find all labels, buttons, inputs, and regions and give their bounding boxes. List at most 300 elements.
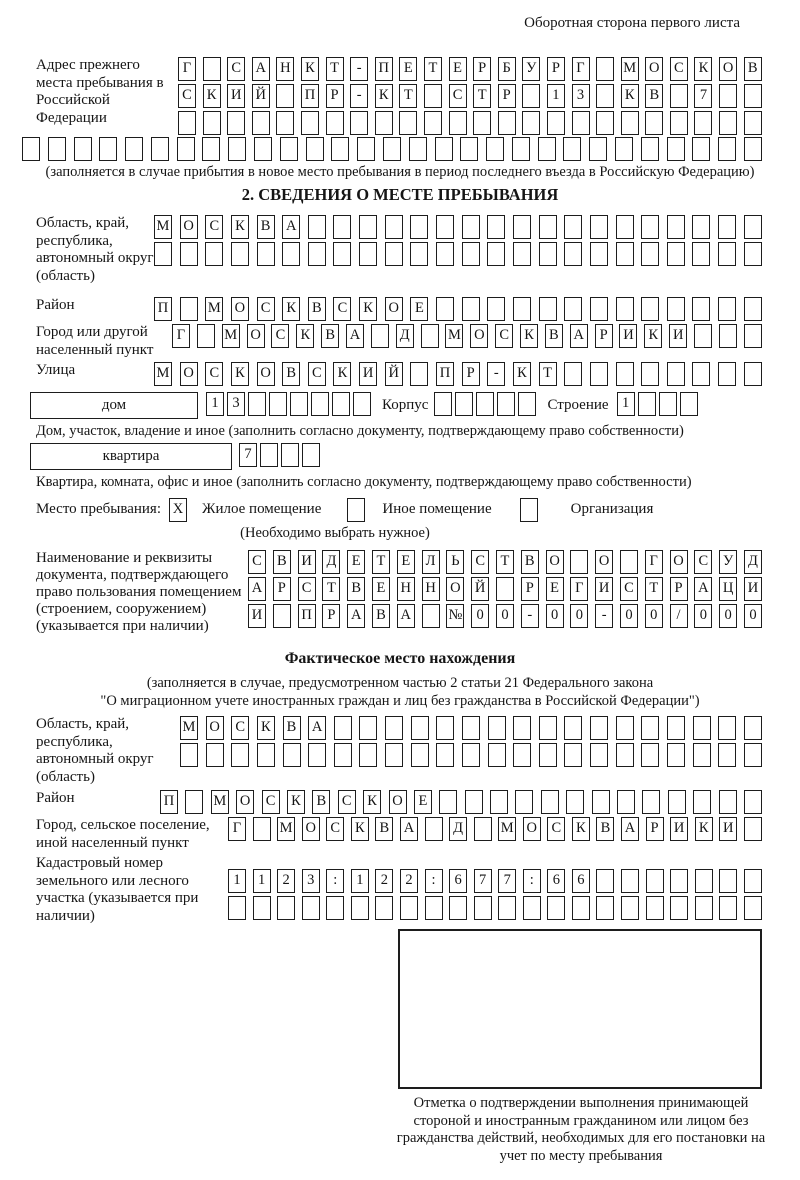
- char-cell[interactable]: К: [287, 790, 305, 814]
- char-cell[interactable]: [744, 817, 762, 841]
- char-cell[interactable]: [692, 215, 710, 239]
- char-cell[interactable]: 1: [547, 84, 565, 108]
- char-cell[interactable]: Р: [462, 362, 480, 386]
- char-cell[interactable]: [744, 84, 762, 108]
- char-cell[interactable]: В: [308, 297, 326, 321]
- char-cell[interactable]: О: [231, 297, 249, 321]
- char-cell[interactable]: [334, 743, 352, 767]
- char-cell[interactable]: К: [351, 817, 369, 841]
- char-cell[interactable]: А: [400, 817, 418, 841]
- char-cell[interactable]: С: [257, 297, 275, 321]
- char-cell[interactable]: В: [521, 550, 539, 574]
- char-cell[interactable]: [385, 242, 403, 266]
- char-cell[interactable]: 2: [400, 869, 418, 893]
- char-cell[interactable]: [231, 743, 249, 767]
- char-cell[interactable]: [410, 242, 428, 266]
- char-cell[interactable]: [436, 716, 454, 740]
- char-cell[interactable]: [424, 111, 442, 135]
- char-cell[interactable]: [359, 215, 377, 239]
- char-cell[interactable]: Н: [276, 57, 294, 81]
- char-cell[interactable]: И: [359, 362, 377, 386]
- char-cell[interactable]: К: [694, 57, 712, 81]
- char-cell[interactable]: Н: [397, 577, 415, 601]
- char-cell[interactable]: [409, 137, 427, 161]
- char-cell[interactable]: [462, 242, 480, 266]
- char-cell[interactable]: Т: [372, 550, 390, 574]
- char-cell[interactable]: [74, 137, 92, 161]
- char-cell[interactable]: С: [231, 716, 249, 740]
- char-cell[interactable]: [326, 111, 344, 135]
- char-cell[interactable]: [564, 215, 582, 239]
- char-cell[interactable]: 6: [572, 869, 590, 893]
- char-cell[interactable]: [252, 111, 270, 135]
- char-cell[interactable]: [283, 743, 301, 767]
- char-cell[interactable]: [513, 215, 531, 239]
- char-cell[interactable]: [487, 215, 505, 239]
- char-cell[interactable]: [326, 896, 344, 920]
- char-cell[interactable]: М: [277, 817, 295, 841]
- char-cell[interactable]: [694, 324, 712, 348]
- char-cell[interactable]: /: [670, 604, 688, 628]
- char-cell[interactable]: [410, 362, 428, 386]
- char-cell[interactable]: И: [227, 84, 245, 108]
- char-cell[interactable]: [719, 324, 737, 348]
- char-cell[interactable]: [476, 392, 494, 416]
- char-cell[interactable]: [719, 869, 737, 893]
- char-cell[interactable]: [692, 242, 710, 266]
- char-cell[interactable]: С: [338, 790, 356, 814]
- char-cell[interactable]: [641, 215, 659, 239]
- char-cell[interactable]: [667, 242, 685, 266]
- char-cell[interactable]: К: [282, 297, 300, 321]
- char-cell[interactable]: К: [301, 57, 319, 81]
- char-cell[interactable]: К: [572, 817, 590, 841]
- char-cell[interactable]: [350, 111, 368, 135]
- char-cell[interactable]: [253, 817, 271, 841]
- checkbox-organization[interactable]: [520, 498, 538, 522]
- char-cell[interactable]: Р: [521, 577, 539, 601]
- char-cell[interactable]: [385, 215, 403, 239]
- char-cell[interactable]: [410, 215, 428, 239]
- char-cell[interactable]: И: [298, 550, 316, 574]
- char-cell[interactable]: А: [346, 324, 364, 348]
- char-cell[interactable]: П: [301, 84, 319, 108]
- char-cell[interactable]: [596, 84, 614, 108]
- char-cell[interactable]: В: [545, 324, 563, 348]
- char-cell[interactable]: И: [744, 577, 762, 601]
- char-cell[interactable]: [399, 111, 417, 135]
- char-cell[interactable]: [621, 896, 639, 920]
- char-cell[interactable]: [436, 242, 454, 266]
- char-cell[interactable]: Т: [645, 577, 663, 601]
- char-cell[interactable]: [590, 743, 608, 767]
- char-cell[interactable]: [659, 392, 677, 416]
- char-cell[interactable]: [589, 137, 607, 161]
- char-cell[interactable]: [474, 817, 492, 841]
- char-cell[interactable]: [718, 716, 736, 740]
- char-cell[interactable]: [744, 362, 762, 386]
- char-cell[interactable]: М: [211, 790, 229, 814]
- char-cell[interactable]: -: [350, 84, 368, 108]
- char-cell[interactable]: 0: [471, 604, 489, 628]
- char-cell[interactable]: [668, 790, 686, 814]
- char-cell[interactable]: [460, 137, 478, 161]
- char-cell[interactable]: В: [282, 362, 300, 386]
- char-cell[interactable]: П: [160, 790, 178, 814]
- char-cell[interactable]: [383, 137, 401, 161]
- char-cell[interactable]: [518, 392, 536, 416]
- char-cell[interactable]: В: [283, 716, 301, 740]
- char-cell[interactable]: [333, 242, 351, 266]
- char-cell[interactable]: [692, 297, 710, 321]
- char-cell[interactable]: [253, 896, 271, 920]
- char-cell[interactable]: №: [446, 604, 464, 628]
- char-cell[interactable]: М: [205, 297, 223, 321]
- char-cell[interactable]: [228, 137, 246, 161]
- char-cell[interactable]: [616, 362, 634, 386]
- char-cell[interactable]: [197, 324, 215, 348]
- char-cell[interactable]: [302, 443, 320, 467]
- char-cell[interactable]: [357, 137, 375, 161]
- char-cell[interactable]: [539, 716, 557, 740]
- char-cell[interactable]: [744, 324, 762, 348]
- char-cell[interactable]: [695, 869, 713, 893]
- char-cell[interactable]: [680, 392, 698, 416]
- char-cell[interactable]: [616, 743, 634, 767]
- char-cell[interactable]: [667, 137, 685, 161]
- char-cell[interactable]: С: [248, 550, 266, 574]
- char-cell[interactable]: [385, 743, 403, 767]
- char-cell[interactable]: [280, 137, 298, 161]
- char-cell[interactable]: 3: [572, 84, 590, 108]
- char-cell[interactable]: В: [645, 84, 663, 108]
- char-cell[interactable]: [615, 137, 633, 161]
- char-cell[interactable]: [308, 215, 326, 239]
- char-cell[interactable]: А: [694, 577, 712, 601]
- char-cell[interactable]: [539, 743, 557, 767]
- char-cell[interactable]: А: [397, 604, 415, 628]
- char-cell[interactable]: [616, 297, 634, 321]
- char-cell[interactable]: 7: [239, 443, 257, 467]
- char-cell[interactable]: Д: [396, 324, 414, 348]
- char-cell[interactable]: :: [523, 869, 541, 893]
- char-cell[interactable]: [359, 242, 377, 266]
- char-cell[interactable]: Е: [397, 550, 415, 574]
- char-cell[interactable]: К: [520, 324, 538, 348]
- char-cell[interactable]: О: [523, 817, 541, 841]
- char-cell[interactable]: [99, 137, 117, 161]
- char-cell[interactable]: [359, 743, 377, 767]
- char-cell[interactable]: [590, 362, 608, 386]
- char-cell[interactable]: [719, 790, 737, 814]
- char-cell[interactable]: [308, 242, 326, 266]
- char-cell[interactable]: [203, 111, 221, 135]
- char-cell[interactable]: [564, 362, 582, 386]
- char-cell[interactable]: [564, 297, 582, 321]
- char-cell[interactable]: Е: [399, 57, 417, 81]
- char-cell[interactable]: Р: [595, 324, 613, 348]
- char-cell[interactable]: [744, 790, 762, 814]
- char-cell[interactable]: [564, 716, 582, 740]
- char-cell[interactable]: [566, 790, 584, 814]
- checkbox-residential[interactable]: X: [169, 498, 187, 522]
- char-cell[interactable]: [616, 215, 634, 239]
- char-cell[interactable]: 7: [498, 869, 516, 893]
- char-cell[interactable]: [596, 57, 614, 81]
- char-cell[interactable]: [538, 137, 556, 161]
- char-cell[interactable]: [590, 242, 608, 266]
- char-cell[interactable]: В: [321, 324, 339, 348]
- char-cell[interactable]: [490, 790, 508, 814]
- char-cell[interactable]: [371, 324, 389, 348]
- char-cell[interactable]: [693, 790, 711, 814]
- char-cell[interactable]: О: [670, 550, 688, 574]
- char-cell[interactable]: [351, 896, 369, 920]
- char-cell[interactable]: [202, 137, 220, 161]
- char-cell[interactable]: Р: [646, 817, 664, 841]
- char-cell[interactable]: Г: [178, 57, 196, 81]
- char-cell[interactable]: О: [180, 215, 198, 239]
- checkbox-other-premises[interactable]: [347, 498, 365, 522]
- char-cell[interactable]: П: [375, 57, 393, 81]
- char-cell[interactable]: М: [621, 57, 639, 81]
- char-cell[interactable]: [718, 743, 736, 767]
- char-cell[interactable]: И: [248, 604, 266, 628]
- char-cell[interactable]: [523, 896, 541, 920]
- char-cell[interactable]: [572, 111, 590, 135]
- char-cell[interactable]: Т: [326, 57, 344, 81]
- char-cell[interactable]: [276, 111, 294, 135]
- char-cell[interactable]: 3: [302, 869, 320, 893]
- char-cell[interactable]: И: [669, 324, 687, 348]
- char-cell[interactable]: [539, 242, 557, 266]
- char-cell[interactable]: Л: [422, 550, 440, 574]
- char-cell[interactable]: Р: [547, 57, 565, 81]
- char-cell[interactable]: [411, 716, 429, 740]
- char-cell[interactable]: С: [471, 550, 489, 574]
- char-cell[interactable]: С: [271, 324, 289, 348]
- char-cell[interactable]: Е: [410, 297, 428, 321]
- char-cell[interactable]: О: [257, 362, 275, 386]
- char-cell[interactable]: Р: [322, 604, 340, 628]
- char-cell[interactable]: [617, 790, 635, 814]
- confirmation-mark-box[interactable]: [398, 929, 762, 1089]
- char-cell[interactable]: Б: [498, 57, 516, 81]
- char-cell[interactable]: С: [449, 84, 467, 108]
- char-cell[interactable]: [564, 743, 582, 767]
- char-cell[interactable]: [497, 392, 515, 416]
- char-cell[interactable]: [332, 392, 350, 416]
- char-cell[interactable]: [590, 716, 608, 740]
- char-cell[interactable]: О: [389, 790, 407, 814]
- char-cell[interactable]: О: [385, 297, 403, 321]
- char-cell[interactable]: [616, 242, 634, 266]
- char-cell[interactable]: [206, 743, 224, 767]
- char-cell[interactable]: [205, 242, 223, 266]
- char-cell[interactable]: В: [273, 550, 291, 574]
- char-cell[interactable]: [498, 896, 516, 920]
- char-cell[interactable]: [276, 84, 294, 108]
- char-cell[interactable]: С: [227, 57, 245, 81]
- char-cell[interactable]: [547, 896, 565, 920]
- char-cell[interactable]: В: [312, 790, 330, 814]
- char-cell[interactable]: [281, 443, 299, 467]
- char-cell[interactable]: [228, 896, 246, 920]
- char-cell[interactable]: [744, 215, 762, 239]
- char-cell[interactable]: [590, 215, 608, 239]
- char-cell[interactable]: К: [513, 362, 531, 386]
- char-cell[interactable]: М: [154, 362, 172, 386]
- char-cell[interactable]: Е: [449, 57, 467, 81]
- char-cell[interactable]: [641, 362, 659, 386]
- char-cell[interactable]: 0: [645, 604, 663, 628]
- char-cell[interactable]: [667, 362, 685, 386]
- char-cell[interactable]: 1: [617, 392, 635, 416]
- char-cell[interactable]: Г: [570, 577, 588, 601]
- char-cell[interactable]: [693, 743, 711, 767]
- char-cell[interactable]: [154, 242, 172, 266]
- char-cell[interactable]: [667, 297, 685, 321]
- char-cell[interactable]: 1: [351, 869, 369, 893]
- char-cell[interactable]: [692, 362, 710, 386]
- char-cell[interactable]: [434, 392, 452, 416]
- char-cell[interactable]: К: [695, 817, 713, 841]
- char-cell[interactable]: [488, 716, 506, 740]
- char-cell[interactable]: [273, 604, 291, 628]
- char-cell[interactable]: Д: [744, 550, 762, 574]
- char-cell[interactable]: [203, 57, 221, 81]
- char-cell[interactable]: М: [445, 324, 463, 348]
- char-cell[interactable]: [257, 743, 275, 767]
- char-cell[interactable]: [375, 111, 393, 135]
- char-cell[interactable]: [667, 743, 685, 767]
- char-cell[interactable]: [48, 137, 66, 161]
- char-cell[interactable]: Г: [572, 57, 590, 81]
- char-cell[interactable]: Д: [449, 817, 467, 841]
- char-cell[interactable]: [282, 242, 300, 266]
- char-cell[interactable]: [436, 215, 454, 239]
- char-cell[interactable]: [718, 362, 736, 386]
- char-cell[interactable]: [667, 716, 685, 740]
- char-cell[interactable]: [269, 392, 287, 416]
- char-cell[interactable]: [302, 896, 320, 920]
- char-cell[interactable]: [178, 111, 196, 135]
- char-cell[interactable]: С: [620, 577, 638, 601]
- char-cell[interactable]: [411, 743, 429, 767]
- char-cell[interactable]: [638, 392, 656, 416]
- char-cell[interactable]: [125, 137, 143, 161]
- char-cell[interactable]: 6: [449, 869, 467, 893]
- char-cell[interactable]: 1: [228, 869, 246, 893]
- char-cell[interactable]: В: [744, 57, 762, 81]
- char-cell[interactable]: [522, 111, 540, 135]
- char-cell[interactable]: [719, 896, 737, 920]
- char-cell[interactable]: [462, 716, 480, 740]
- char-cell[interactable]: Ь: [446, 550, 464, 574]
- char-cell[interactable]: С: [298, 577, 316, 601]
- char-cell[interactable]: К: [257, 716, 275, 740]
- char-cell[interactable]: Р: [498, 84, 516, 108]
- char-cell[interactable]: -: [521, 604, 539, 628]
- char-cell[interactable]: У: [522, 57, 540, 81]
- char-cell[interactable]: 0: [719, 604, 737, 628]
- char-cell[interactable]: [641, 743, 659, 767]
- char-cell[interactable]: О: [470, 324, 488, 348]
- char-cell[interactable]: [670, 84, 688, 108]
- char-cell[interactable]: [646, 869, 664, 893]
- char-cell[interactable]: [744, 297, 762, 321]
- char-cell[interactable]: К: [203, 84, 221, 108]
- char-cell[interactable]: О: [546, 550, 564, 574]
- char-cell[interactable]: [462, 297, 480, 321]
- char-cell[interactable]: К: [296, 324, 314, 348]
- char-cell[interactable]: К: [231, 362, 249, 386]
- char-cell[interactable]: С: [694, 550, 712, 574]
- char-cell[interactable]: [449, 896, 467, 920]
- char-cell[interactable]: Р: [473, 57, 491, 81]
- char-cell[interactable]: Й: [471, 577, 489, 601]
- char-cell[interactable]: [596, 111, 614, 135]
- char-cell[interactable]: С: [178, 84, 196, 108]
- char-cell[interactable]: [641, 297, 659, 321]
- char-cell[interactable]: М: [154, 215, 172, 239]
- char-cell[interactable]: В: [372, 604, 390, 628]
- char-cell[interactable]: [570, 550, 588, 574]
- char-cell[interactable]: -: [487, 362, 505, 386]
- char-cell[interactable]: [513, 297, 531, 321]
- char-cell[interactable]: А: [252, 57, 270, 81]
- char-cell[interactable]: [488, 743, 506, 767]
- char-cell[interactable]: К: [375, 84, 393, 108]
- char-cell[interactable]: Ц: [719, 577, 737, 601]
- char-cell[interactable]: [436, 297, 454, 321]
- char-cell[interactable]: 6: [547, 869, 565, 893]
- char-cell[interactable]: [496, 577, 514, 601]
- char-cell[interactable]: [522, 84, 540, 108]
- char-cell[interactable]: [422, 604, 440, 628]
- char-cell[interactable]: [180, 242, 198, 266]
- char-cell[interactable]: Т: [539, 362, 557, 386]
- char-cell[interactable]: [513, 743, 531, 767]
- char-cell[interactable]: [670, 896, 688, 920]
- char-cell[interactable]: Е: [347, 550, 365, 574]
- char-cell[interactable]: М: [498, 817, 516, 841]
- char-cell[interactable]: [248, 392, 266, 416]
- char-cell[interactable]: [498, 111, 516, 135]
- char-cell[interactable]: [257, 242, 275, 266]
- char-cell[interactable]: [301, 111, 319, 135]
- char-cell[interactable]: 0: [570, 604, 588, 628]
- char-cell[interactable]: [227, 111, 245, 135]
- char-cell[interactable]: Т: [473, 84, 491, 108]
- char-cell[interactable]: [359, 716, 377, 740]
- char-cell[interactable]: И: [670, 817, 688, 841]
- char-cell[interactable]: О: [180, 362, 198, 386]
- char-cell[interactable]: [693, 716, 711, 740]
- char-cell[interactable]: 2: [277, 869, 295, 893]
- char-cell[interactable]: [718, 215, 736, 239]
- char-cell[interactable]: [596, 869, 614, 893]
- char-cell[interactable]: [462, 743, 480, 767]
- char-cell[interactable]: К: [231, 215, 249, 239]
- char-cell[interactable]: [400, 896, 418, 920]
- char-cell[interactable]: Р: [273, 577, 291, 601]
- char-cell[interactable]: [667, 215, 685, 239]
- char-cell[interactable]: [620, 550, 638, 574]
- char-cell[interactable]: [260, 443, 278, 467]
- char-cell[interactable]: С: [308, 362, 326, 386]
- char-cell[interactable]: С: [326, 817, 344, 841]
